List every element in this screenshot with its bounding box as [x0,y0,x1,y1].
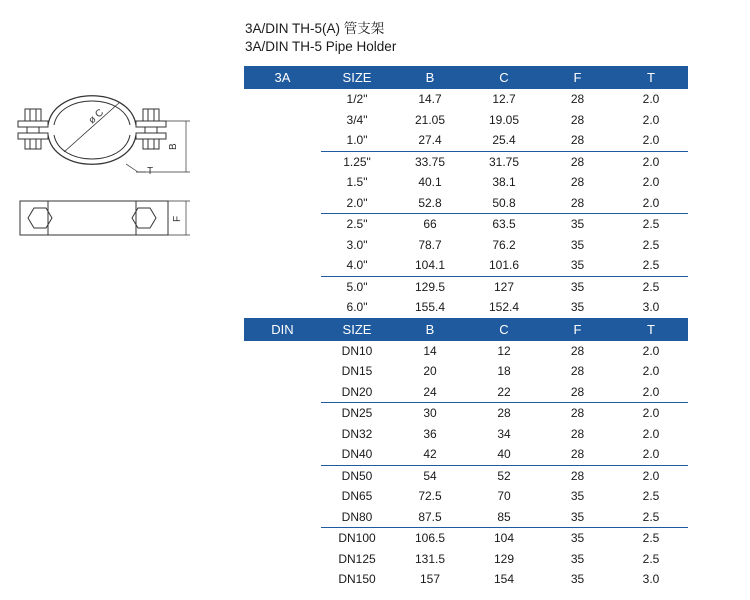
standard-cell [244,89,321,110]
c-cell: 31.75 [488,154,520,169]
size-cell: DN65 [341,489,373,504]
standard-cell [244,569,321,590]
size-cell: DN80 [321,507,393,528]
t-cell: 2.0 [642,406,660,421]
column-header: B [393,318,467,341]
c-cell: 22 [467,382,541,403]
f-cell: 35 [541,507,614,528]
standard-cell [244,486,321,507]
f-cell: 35 [570,572,585,587]
dimension-c-label: ø C [86,107,106,127]
table-row [244,424,688,445]
c-cell: 104 [493,531,515,546]
b-cell: 27.4 [393,130,467,151]
standard-cell [244,130,321,151]
size-cell: 1.5" [321,172,393,193]
standard-cell [244,255,321,276]
column-header: SIZE [321,318,393,341]
table-row [244,151,688,172]
f-cell: 28 [570,406,585,421]
column-header: B [393,66,467,89]
table-row [244,89,688,110]
table-row [244,130,688,151]
table-row [244,444,688,465]
standard-cell [244,151,321,172]
t-cell: 2.0 [642,364,660,379]
f-cell: 35 [570,489,585,504]
b-cell: 33.75 [414,154,446,169]
table-row [244,486,688,507]
size-cell: 3.0" [346,237,368,252]
c-cell: 50.8 [467,193,541,214]
size-cell: DN15 [341,364,373,379]
table-row [244,110,688,131]
c-cell: 34 [467,424,541,445]
table-row [244,255,688,276]
table-row [244,341,688,362]
table-row [244,297,688,318]
b-cell: 20 [423,364,437,379]
column-header: T [614,66,688,89]
c-cell: 129 [467,549,541,570]
table-row [244,193,688,214]
standard-cell [244,382,321,403]
c-cell: 101.6 [467,255,541,276]
b-cell: 14.7 [393,89,467,110]
table-row [244,172,688,193]
t-cell: 2.0 [642,154,660,169]
size-cell: DN100 [338,531,376,546]
t-cell: 2.0 [614,465,688,486]
b-cell: 21.05 [414,112,446,127]
table-row [244,382,688,403]
t-cell: 2.0 [614,382,688,403]
size-cell: 3/4" [346,112,368,127]
table-row [244,235,688,256]
size-cell: DN25 [341,406,373,421]
title-english: 3A/DIN TH-5 Pipe Holder [245,39,397,54]
title-block [245,20,396,56]
size-cell: 2.5" [321,214,393,235]
standard-cell [244,110,321,131]
standard-cell [244,507,321,528]
standard-cell [244,235,321,256]
standard-cell [244,214,321,235]
c-cell: 12 [467,341,541,362]
c-cell: 63.5 [467,214,541,235]
c-cell: 18 [497,364,511,379]
t-cell: 3.0 [614,297,688,318]
standard-cell [244,528,321,549]
table-row [244,403,688,424]
f-cell: 28 [541,465,614,486]
c-cell: 85 [467,507,541,528]
t-cell: 2.0 [614,89,688,110]
dimension-b-label: B [168,143,179,150]
b-cell: 54 [393,465,467,486]
f-cell: 28 [541,382,614,403]
f-cell: 28 [541,424,614,445]
table-row [244,549,688,570]
table-body-1 [244,341,688,590]
size-cell: 5.0" [346,279,368,294]
header-row [244,318,688,341]
size-cell: DN32 [321,424,393,445]
column-header: C [467,318,541,341]
t-cell: 2.5 [642,531,660,546]
t-cell: 2.0 [642,112,660,127]
header-row [244,66,688,89]
table-body-0 [244,89,688,318]
dimension-f-label: F [172,215,183,222]
b-cell: 72.5 [418,489,442,504]
b-cell: 52.8 [393,193,467,214]
b-cell: 157 [419,572,441,587]
standard-cell [244,424,321,445]
standard-cell [244,276,321,297]
t-cell: 2.5 [614,549,688,570]
table-row [244,361,688,382]
t-cell: 3.0 [642,572,660,587]
size-cell: 2.0" [321,193,393,214]
column-header: T [614,318,688,341]
c-cell: 25.4 [467,130,541,151]
c-cell: 28 [497,406,511,421]
column-header: C [467,66,541,89]
f-cell: 28 [541,341,614,362]
size-cell: 1/2" [321,89,393,110]
b-cell: 30 [423,406,437,421]
table-row [244,214,688,235]
pipe-holder-drawing [8,80,208,250]
column-header: SIZE [321,66,393,89]
c-cell: 40 [467,444,541,465]
c-cell: 154 [493,572,515,587]
t-cell: 2.0 [614,130,688,151]
t-cell: 2.0 [614,172,688,193]
b-cell: 106.5 [414,531,446,546]
column-header: F [541,66,614,89]
c-cell: 76.2 [492,237,516,252]
b-cell: 129.5 [414,279,446,294]
standard-cell [244,297,321,318]
f-cell: 28 [570,112,585,127]
c-cell: 152.4 [467,297,541,318]
f-cell: 35 [570,279,585,294]
standard-cell [244,444,321,465]
b-cell: 131.5 [393,549,467,570]
f-cell: 28 [570,364,585,379]
table-row [244,528,688,549]
standard-cell [244,193,321,214]
size-cell: 4.0" [321,255,393,276]
size-cell: 1.25" [343,154,371,169]
f-cell: 35 [541,297,614,318]
c-cell: 12.7 [467,89,541,110]
t-cell: 2.5 [614,507,688,528]
table-row [244,276,688,297]
f-cell: 28 [570,154,585,169]
t-cell: 2.0 [614,424,688,445]
size-cell: DN20 [321,382,393,403]
size-cell: DN40 [321,444,393,465]
f-cell: 28 [541,193,614,214]
t-cell: 2.0 [614,444,688,465]
t-cell: 2.5 [642,489,660,504]
b-cell: 66 [393,214,467,235]
f-cell: 35 [541,214,614,235]
size-cell: DN10 [321,341,393,362]
pipe-holder-spec-table [244,66,688,590]
c-cell: 19.05 [488,112,520,127]
size-cell: DN125 [321,549,393,570]
b-cell: 40.1 [393,172,467,193]
table-row [244,465,688,486]
c-cell: 52 [467,465,541,486]
c-cell: 70 [497,489,511,504]
table-header-1 [244,318,688,341]
t-cell: 2.5 [614,214,688,235]
column-header: 3A [244,66,321,89]
size-cell: DN50 [321,465,393,486]
b-cell: 104.1 [393,255,467,276]
standard-cell [244,403,321,424]
f-cell: 35 [570,237,585,252]
standard-cell [244,172,321,193]
c-cell: 38.1 [467,172,541,193]
title-chinese: 3A/DIN TH-5(A) 管支架 [245,21,385,36]
t-cell: 2.5 [642,279,660,294]
b-cell: 14 [393,341,467,362]
b-cell: 24 [393,382,467,403]
b-cell: 78.7 [418,237,442,252]
size-cell: 6.0" [321,297,393,318]
standard-cell [244,341,321,362]
t-cell: 2.5 [642,237,660,252]
table-header-0 [244,66,688,89]
standard-cell [244,465,321,486]
b-cell: 36 [393,424,467,445]
b-cell: 155.4 [393,297,467,318]
f-cell: 35 [541,549,614,570]
c-cell: 127 [493,279,515,294]
b-cell: 87.5 [393,507,467,528]
table-row [244,507,688,528]
f-cell: 28 [541,444,614,465]
column-header: F [541,318,614,341]
f-cell: 28 [541,172,614,193]
column-header: DIN [244,318,321,341]
f-cell: 35 [541,255,614,276]
standard-cell [244,549,321,570]
t-cell: 2.5 [614,255,688,276]
f-cell: 28 [541,89,614,110]
standard-cell [244,361,321,382]
f-cell: 28 [541,130,614,151]
t-cell: 2.0 [614,341,688,362]
dimension-t-label: T [147,166,154,177]
table-row [244,569,688,590]
size-cell: DN150 [338,572,376,587]
f-cell: 35 [570,531,585,546]
size-cell: 1.0" [321,130,393,151]
b-cell: 42 [393,444,467,465]
t-cell: 2.0 [614,193,688,214]
